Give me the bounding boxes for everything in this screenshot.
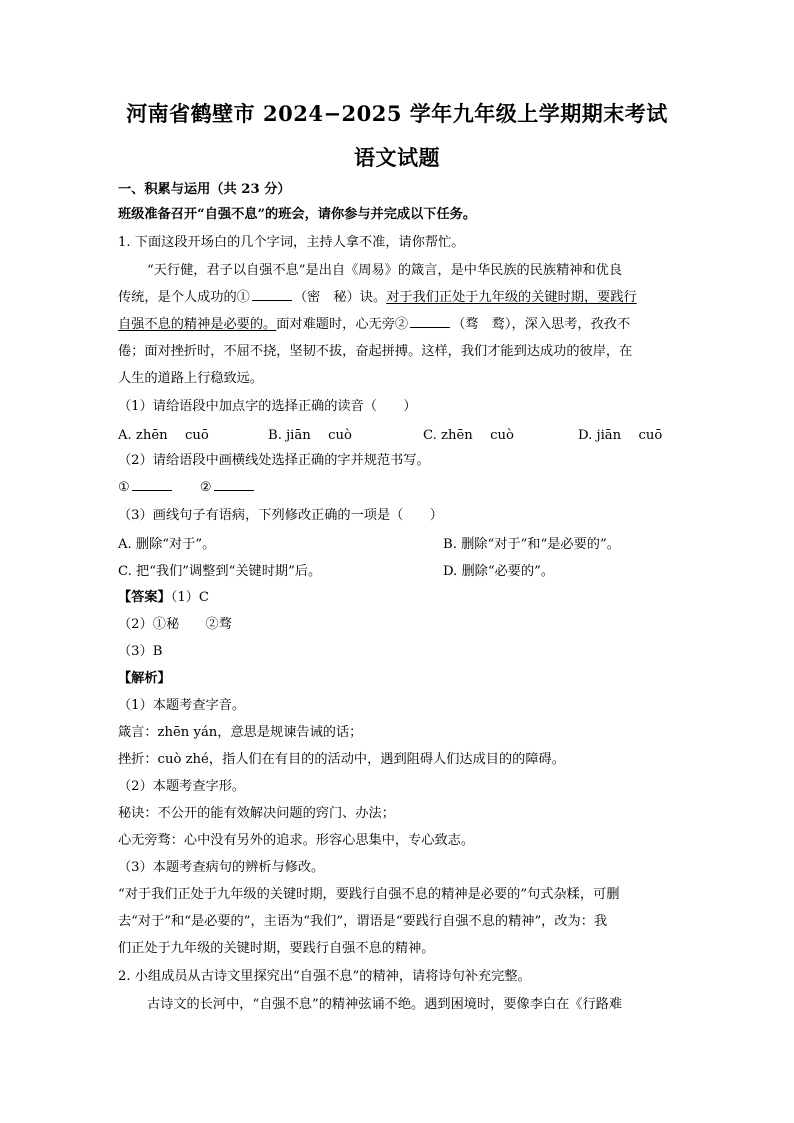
passage-line: 人生的道路上行稳致远。 xyxy=(118,371,264,386)
underlined-sentence: 对于我们正处于九年级的关键时期，要践行 xyxy=(386,290,637,305)
answer-line: （2）①秘 ②骛 xyxy=(118,617,232,632)
fill-blank xyxy=(410,315,450,328)
page-title: 河南省鹤壁市 2024−2025 学年九年级上学期期末考试 xyxy=(126,101,668,126)
answer-line xyxy=(118,588,678,607)
analysis-line: 箴言：zhēn yán，意思是规谏告诫的话； xyxy=(118,725,363,740)
answer-text: （1）C xyxy=(170,590,210,605)
option-a: A. 删除“对于”。 xyxy=(118,537,216,552)
passage-text: （密 秘）诀。 xyxy=(293,290,387,305)
analysis-line: （2）本题考查字形。 xyxy=(118,779,246,794)
question-1: 1. 下面这段开场白的几个字词，主持人拿不准，请你帮忙。 xyxy=(118,235,465,250)
question-2: 2. 小组成员从古诗文里探究出“自强不息”的精神，请将诗句补充完整。 xyxy=(118,969,531,984)
answer-blanks: ① ② xyxy=(118,478,678,497)
passage-line: 倦；面对挫折时，不屈不挠，坚韧不拔，奋起拼搏。这样，我们才能到达成功的彼岸，在 xyxy=(118,344,633,359)
option-b: B. jiān cuò xyxy=(268,428,352,443)
analysis-label: 【解析】 xyxy=(118,671,171,686)
passage-line xyxy=(118,288,678,307)
passage-line: 古诗文的长河中，“自强不息”的精神弦诵不绝。遇到困境时，要像李白在《行路难 xyxy=(147,997,623,1012)
fill-blank xyxy=(132,478,172,491)
option-d: D. 删除“必要的”。 xyxy=(443,564,555,579)
fill-blank xyxy=(252,288,292,301)
task-intro: 班级准备召开“自强不息”的班会，请你参与并完成以下任务。 xyxy=(118,207,477,222)
option-a: A. zhēn cuō xyxy=(118,428,209,443)
passage-text: 传统，是个人成功的① xyxy=(118,290,250,305)
passage-line xyxy=(118,315,678,334)
analysis-line: （1）本题考查字音。 xyxy=(118,698,246,713)
option-c: C. 把“我们”调整到“关键时期”后。 xyxy=(118,564,322,579)
sub-question-1: （1）请给语段中加点字的选择正确的读音（ ） xyxy=(118,399,417,414)
option-c: C. zhēn cuò xyxy=(423,428,514,443)
analysis-line: 秘诀：不公开的能有效解决问题的窍门、办法； xyxy=(118,806,395,821)
answer-label: 【答案】 xyxy=(118,590,171,605)
passage-line: “天行健，君子以自强不息”是出自《周易》的箴言，是中华民族的民族精神和优良 xyxy=(147,263,623,278)
sub-question-3: （3）画线句子有语病，下列修改正确的一项是（ ） xyxy=(118,508,443,523)
sub-question-2: （2）请给语段中画横线处选择正确的字并规范书写。 xyxy=(118,453,430,468)
analysis-line: （3）本题考查病句的辨析与修改。 xyxy=(118,860,325,875)
passage-text: （骛 鹜），深入思考，孜孜不 xyxy=(452,317,631,332)
answer-line: （3）B xyxy=(118,644,163,659)
option-b: B. 删除“对于”和“是必要的”。 xyxy=(443,537,620,552)
analysis-line: 心无旁骛：心中没有另外的追求。形容心思集中，专心致志。 xyxy=(118,833,475,848)
analysis-line: 挫折：cuò zhé，指人们在有目的的活动中，遇到阻碍人们达成目的的障碍。 xyxy=(118,752,565,767)
underlined-sentence: 自强不息的精神是必要的。 xyxy=(118,317,277,332)
option-d: D. jiān cuō xyxy=(578,428,663,443)
analysis-line: 去“对于”和“是必要的”，主语为“我们”，谓语是“要践行自强不息的精神”，改为：我 xyxy=(118,914,608,929)
passage-text: 面对难题时，心无旁② xyxy=(276,317,409,332)
analysis-line: 们正处于九年级的关键时期，要践行自强不息的精神。 xyxy=(118,941,435,956)
page-subtitle: 语文试题 xyxy=(354,145,440,170)
section-heading: 一、积累与运用（共 23 分） xyxy=(118,182,291,197)
fill-blank xyxy=(214,478,254,491)
analysis-line: “对于我们正处于九年级的关键时期，要践行自强不息的精神是必要的”句式杂糅，可删 xyxy=(118,887,620,902)
